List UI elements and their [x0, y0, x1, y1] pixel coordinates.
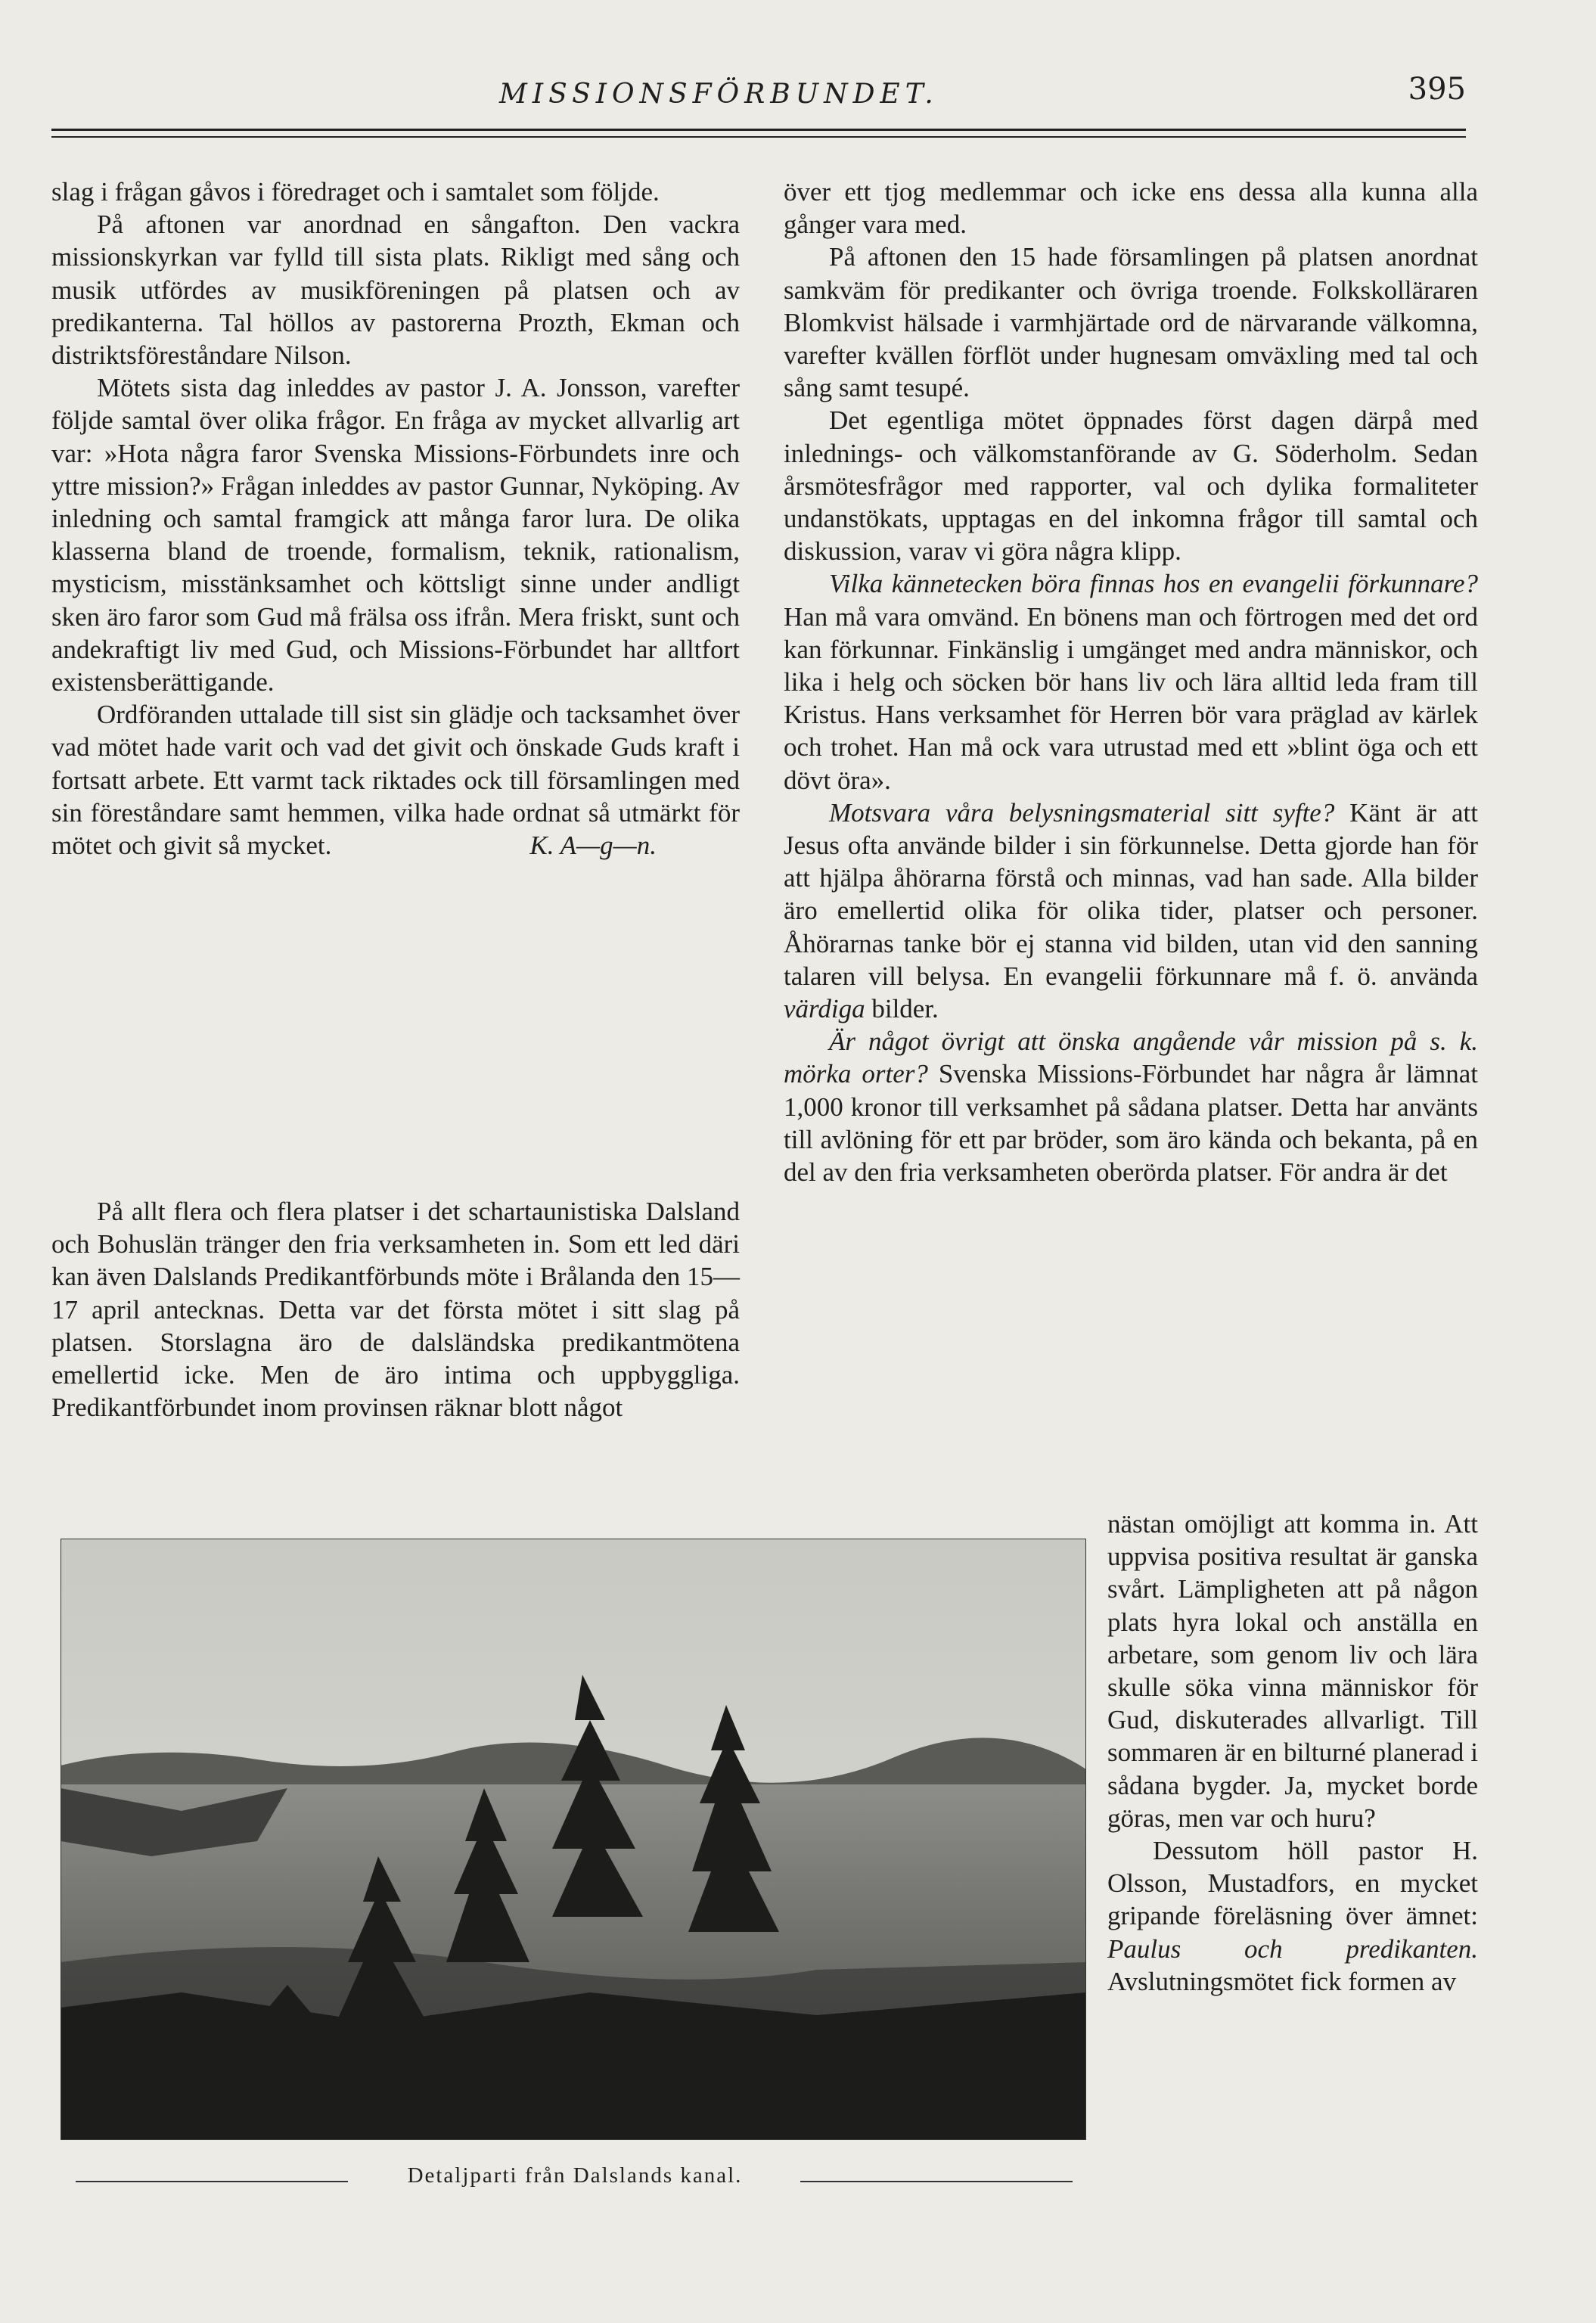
figure-caption: Detaljparti från Dalslands kanal. — [407, 2163, 743, 2188]
running-header: MISSIONSFÖRBUNDET. — [499, 79, 939, 110]
paragraph-with-signature — [51, 698, 740, 862]
paragraph: Mötets sista dag inleddes av pastor J. A. Jonsson, varefter följde samtal över olika frågor. En fråga av mycket allvarlig art var: »Hota några faror Svenska Missions-Förbundets inre och yttre mission?» Frågan inleddes av pastor Gunnar, Nyköping. Av inledning och samtal framgick att många faror lura. De olika klasserna bland de troende, formalism, teknik, rationalism, mysticism, misstänksamhet och köttsligt sinne under andligt sken äro faror som Gud må frälsa oss ifrån. Mera friskt, sunt och andekraftigt liv med Gud, och Missions-Förbundet har alltfort existensberättigande. — [51, 373, 740, 697]
paragraph: På aftonen den 15 hade församlingen på platsen anordnat samkväm för predikanter och övriga troende. Folkskolläraren Blomkvist hälsade i varmhjärtade ord de närvarande välkomna, varefter kvällen förflöt under hugnesam omväxling med tal och sång samt tesupé. — [784, 242, 1478, 403]
figure-caption-area — [61, 2163, 1086, 2197]
paragraph-text: Han må vara omvänd. En bönens man och förtrogen med det ord kan förkunnar. Finkänslig i umgänget med andra människor, och lika i helg och söcken bör hans liv och lära alltid leda fram till Kristus. Hans verksamhet för Herren bör vara präglad av kärlek och trohet. Han må ock vara utrustad med ett »blint öga och ett dövt öra». — [784, 601, 1478, 795]
question-heading: Vilka kännetecken böra finnas hos en evangelii förkunnare? — [829, 569, 1478, 599]
header-rule-top — [51, 129, 1466, 131]
paragraph: På allt flera och flera platser i det schartaunistiska Dalsland och Bohuslän tränger den fria verksamheten in. Som ett led däri kan även Dalslands Predikantförbunds möte i Brålanda den 15—17 april antecknas. Detta var det första mötet i sitt slag på platsen. Storslagna äro de dalsländska predikantmötena emellertid icke. Men de äro intima och uppbyggliga. Predikantförbundet inom provinsen räknar blott något — [51, 1197, 740, 1423]
paragraph: nästan omöjligt att komma in. Att uppvisa positiva resultat är ganska svårt. Lämpligheten att på någon plats hyra lokal och anställa en arbetare, som genom liv och lära skulle söka vinna människor för Gud, diskuterades allvarligt. Till sommaren är en bilturné planerad i sådana bygder. Ja, mycket borde göras, men var och huru? — [1107, 1509, 1478, 1833]
paragraph: slag i frågan gåvos i föredraget och i samtalet som följde. — [51, 177, 660, 207]
paragraph: över ett tjog medlemmar och icke ens dessa alla kunna alla gånger vara med. — [784, 177, 1478, 240]
paragraph — [1107, 1834, 1478, 1998]
second-article-left — [51, 1195, 740, 1424]
caption-rule-right — [800, 2181, 1073, 2182]
paragraph-text: Känt är att Jesus ofta använde bilder i sin förkunnelse. Detta gjorde han för att hjälpa åhörarna förstå och minnas, vad han sade. Alla bilder äro emellertid olika för olika tider, platser och personer. Åhörarnas tanke bör ej stanna vid bilden, utan vid den sanning talaren vill belysa. En evangelii förkunnare må f. ö. använda — [784, 797, 1478, 991]
caption-rule-left — [76, 2181, 348, 2182]
emphasis: värdiga — [784, 994, 865, 1024]
header-rule-bottom — [51, 136, 1466, 138]
left-column-article — [51, 175, 740, 862]
lecture-title: Paulus och predikanten. — [1107, 1933, 1478, 1964]
paragraph-text: Svenska Missions-Förbundet har några år lämnat 1,000 kronor till verksamhet på sådana platser. Detta har använts till avlöning för ett par bröder, som äro kända och bekanta, på en del av den fria verksamheten oberörda platser. För andra är det — [784, 1059, 1478, 1188]
paragraph — [784, 797, 1478, 1025]
page-number: 395 — [1408, 72, 1466, 107]
paragraph-text: bilder. — [865, 994, 939, 1024]
author-signature: K. A—g—n. — [529, 831, 657, 861]
question-heading: Motsvara våra belysningsmaterial sitt syfte? — [829, 797, 1335, 828]
paragraph-text: Dessutom höll pastor H. Olsson, Mustadfors, en mycket gripande föreläsning över ämnet: — [1107, 1836, 1478, 1931]
paragraph — [784, 567, 1478, 796]
lake-photo — [61, 1539, 1086, 2140]
right-column-narrow — [1107, 1508, 1478, 1998]
paragraph-text: Avslutningsmötet fick formen av — [1107, 1966, 1457, 1996]
paragraph — [784, 1025, 1478, 1188]
right-column — [784, 175, 1478, 1188]
paragraph: På aftonen var anordnad en sångafton. Den vackra missionskyrkan var fylld till sista plats. Rikligt med sång och musik utfördes av musikföreningen på platsen och av predikanterna. Tal höllos av pastorerna Prozth, Ekman och distriktsföreståndare Nilson. — [51, 210, 740, 371]
paragraph: Det egentliga mötet öppnades först dagen därpå med inlednings- och välkomstanförande av G. Söderholm. Sedan årsmötesfrågor med rapporter, val och dylika formaliteter undanstökats, upptagas en del inkomna frågor till samtal och diskussion, varav vi göra några klipp. — [784, 405, 1478, 567]
lake-photo-illustration — [61, 1539, 1086, 2140]
question-heading: Är något övrigt att önska angående vår mission på s. k. mörka orter? — [784, 1026, 1478, 1089]
paragraph-text: Ordföranden uttalade till sist sin glädje och tacksamhet över vad mötet hade varit och vad det givit och önskade Guds kraft i fortsatt arbete. Ett varmt tack riktades ock till församlingen med sin föreståndare samt hemmen, vilka hade ordnat så utmärkt för mötet och givit så mycket. — [51, 700, 740, 861]
